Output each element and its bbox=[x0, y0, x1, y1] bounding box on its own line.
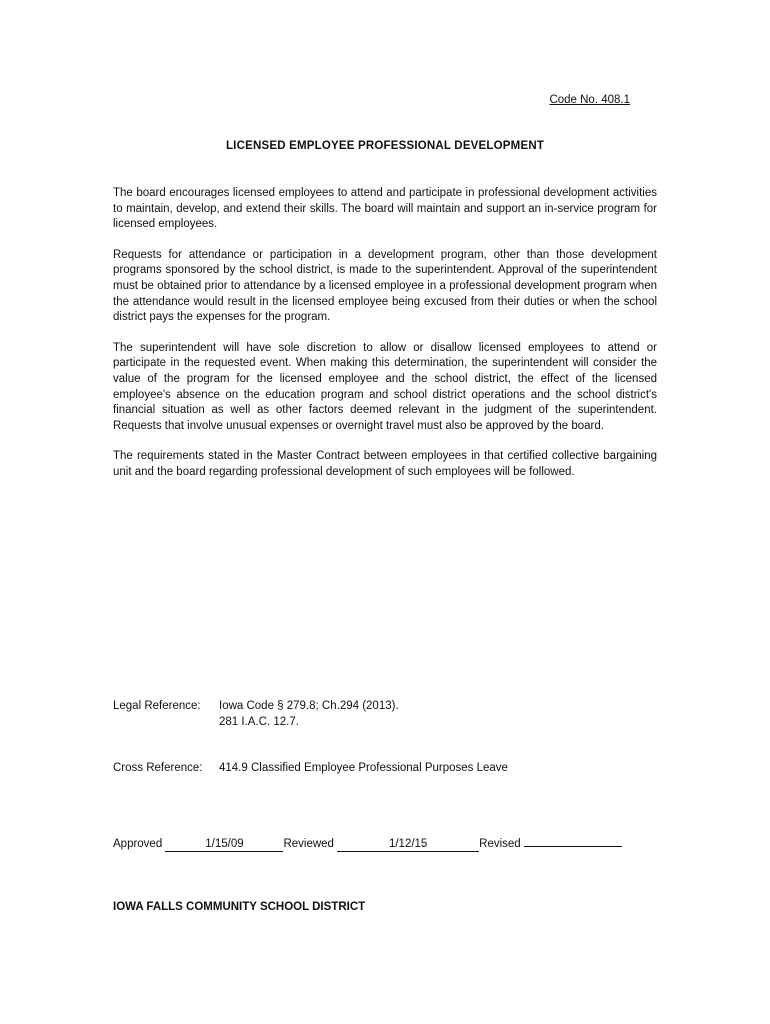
paragraph-master-contract: The requirements stated in the Master Contract between employees in that certified collective bargaining unit and the board regarding professional development of such employees will be followed. bbox=[113, 450, 657, 478]
cross-reference-value: 414.9 Classified Employee Professional Purposes Leave bbox=[219, 762, 508, 774]
legal-reference bbox=[113, 699, 399, 715]
policy-body bbox=[113, 186, 657, 496]
reviewed-date: 1/12/15 bbox=[337, 838, 479, 852]
cross-reference-label: Cross Reference: bbox=[113, 762, 203, 774]
approval-dates bbox=[113, 838, 622, 852]
district-name: IOWA FALLS COMMUNITY SCHOOL DISTRICT bbox=[113, 901, 366, 913]
legal-reference-line-2: 281 I.A.C. 12.7. bbox=[219, 716, 299, 728]
cross-reference bbox=[113, 761, 508, 777]
paragraph-superintendent-discretion: The superintendent will have sole discretion to allow or disallow licensed employees to attend or participate in the requested event. When making this determination, the superintendent will consider the value of the program for the licensed employee and the school district, the effect of the licensed employee's absence on the education program and school district operations and the school district's financial situation as well as other factors deemed relevant in the judgment of the superintendent. Requests that involve unusual expenses or overnight travel must also be approved by the board. bbox=[113, 341, 657, 432]
approved-label: Approved bbox=[113, 838, 163, 850]
paragraph-encouragement: The board encourages licensed employees to attend and participate in professional development activities to maintain, develop, and extend their skills. The board will maintain and support an in-service program for licensed employees. bbox=[113, 187, 657, 231]
revised-date bbox=[524, 846, 622, 847]
reviewed-label: Reviewed bbox=[283, 838, 334, 850]
paragraph-requests: Requests for attendance or participation in a development program, other than those development programs sponsored by the school district, is made to the superintendent. Approval of the superintendent must be obtained prior to attendance by a licensed employee in a professional development program when the attendance would result in the licensed employee being excused from their duties or when the school district pays the expenses for the program. bbox=[113, 248, 657, 324]
legal-reference-label: Legal Reference: bbox=[113, 700, 201, 712]
revised-label: Revised bbox=[479, 838, 521, 850]
policy-code-number: Code No. 408.1 bbox=[549, 94, 630, 106]
page-title: LICENSED EMPLOYEE PROFESSIONAL DEVELOPMENT bbox=[225, 140, 545, 152]
legal-reference-line-1: Iowa Code § 279.8; Ch.294 (2013). bbox=[219, 700, 399, 712]
approved-date: 1/15/09 bbox=[165, 838, 283, 852]
